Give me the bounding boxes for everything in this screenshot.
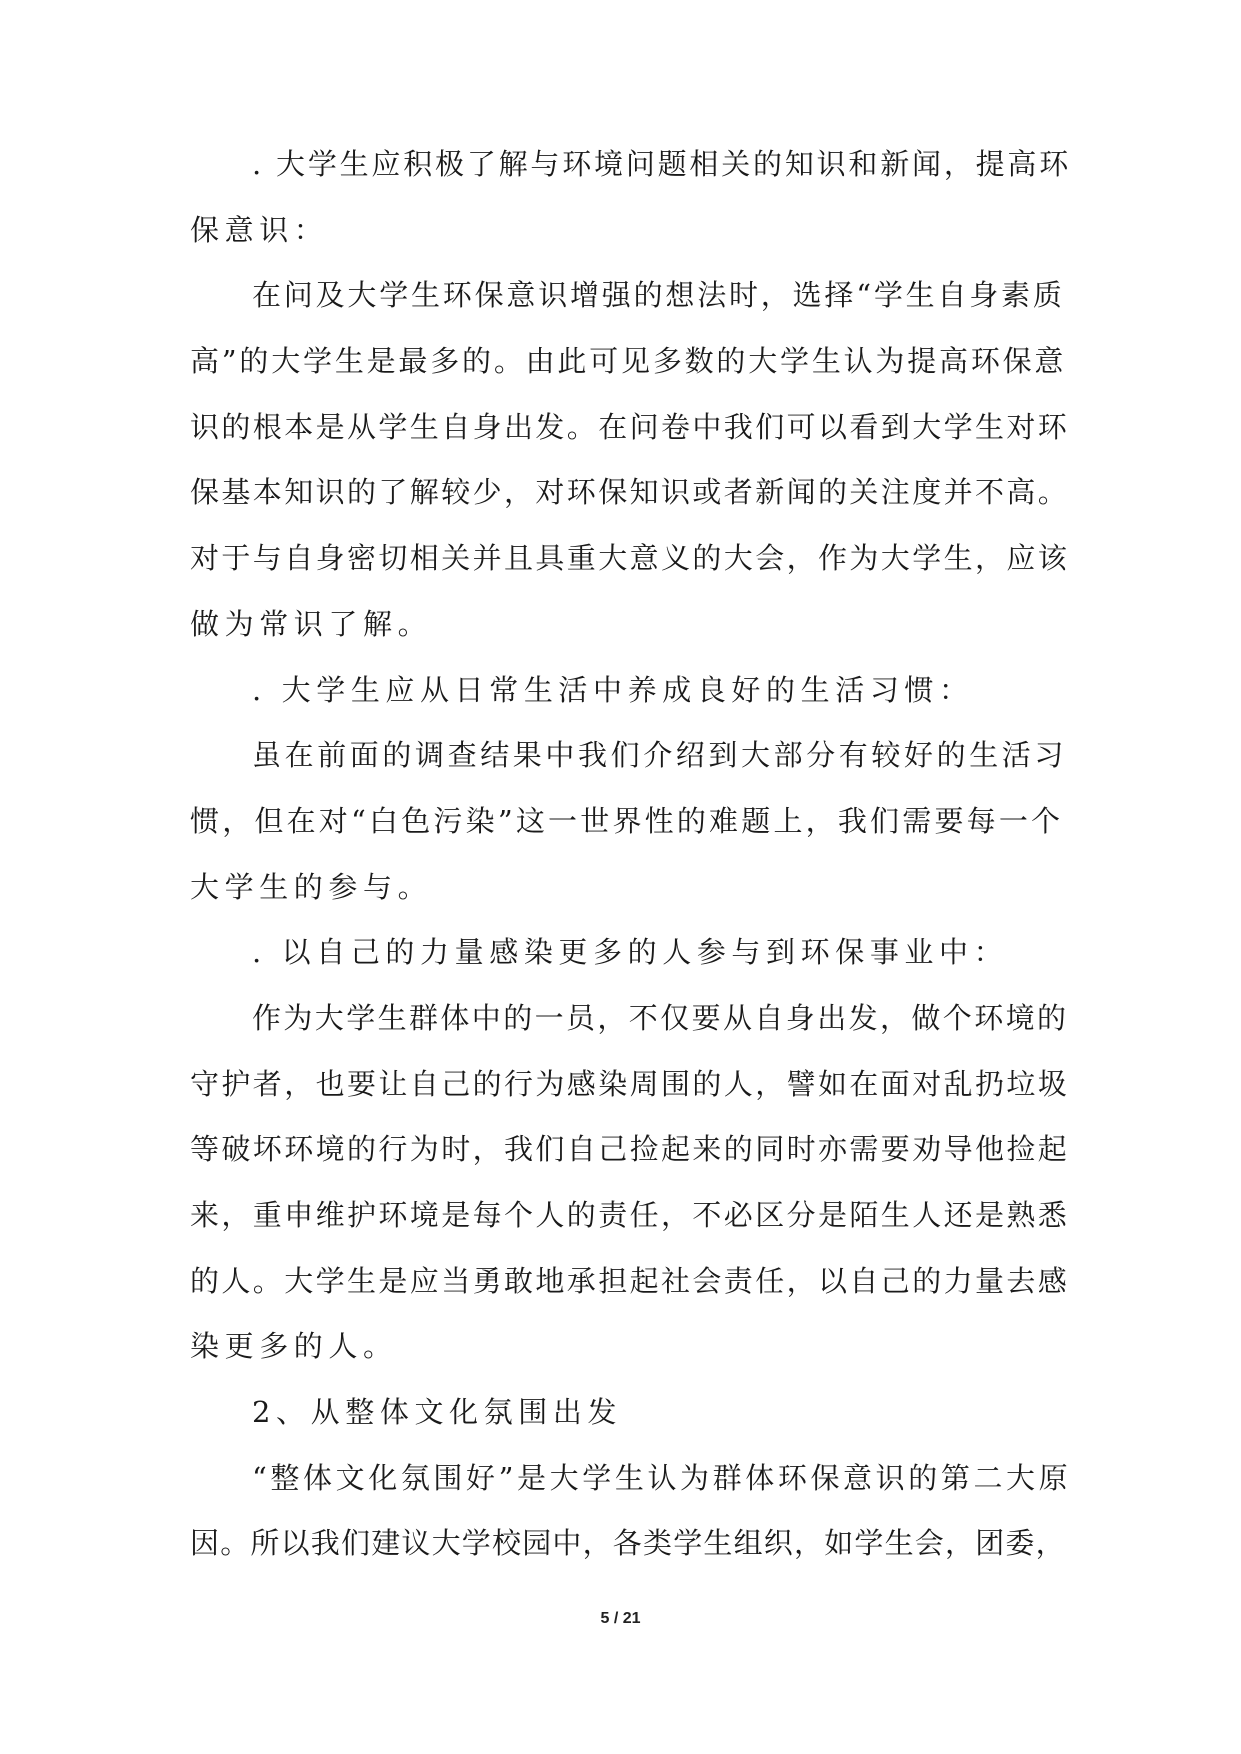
text-line: 等破坏环境的行为时，我们自己捡起来的同时亦需要劝导他捡起 bbox=[190, 1132, 1070, 1166]
text-line: 识的根本是从学生自身出发。在问卷中我们可以看到大学生对环 bbox=[190, 410, 1070, 444]
text-line: 惯，但在对“白色污染”这一世界性的难题上，我们需要每一个 bbox=[190, 804, 1064, 838]
text-line: 保意识： bbox=[190, 213, 329, 247]
text-line: 染更多的人。 bbox=[190, 1329, 398, 1363]
text-line: . 以自己的力量感染更多的人参与到环保事业中： bbox=[252, 935, 1009, 969]
text-line: 因。所以我们建议大学校园中，各类学生组织，如学生会，团委， bbox=[190, 1526, 1066, 1560]
text-line: 虽在前面的调查结果中我们介绍到大部分有较好的生活习 bbox=[252, 738, 1068, 772]
text-line: 守护者，也要让自己的行为感染周围的人，譬如在面对乱扔垃圾 bbox=[190, 1067, 1070, 1101]
text-line: . 大学生应从日常生活中养成良好的生活习惯： bbox=[252, 673, 974, 707]
text-line: 对于与自身密切相关并且具重大意义的大会，作为大学生，应该 bbox=[190, 541, 1070, 575]
text-line: 作为大学生群体中的一员，不仅要从自身出发，做个环境的 bbox=[252, 1001, 1069, 1035]
text-line: 来，重申维护环境是每个人的责任，不必区分是陌生人还是熟悉 bbox=[190, 1198, 1070, 1232]
text-line: 在问及大学生环保意识增强的想法时，选择“学生自身素质 bbox=[252, 278, 1065, 312]
text-line: . 大学生应积极了解与环境问题相关的知识和新闻，提高环 bbox=[252, 147, 1072, 181]
text-line: 做为常识了解。 bbox=[190, 607, 433, 641]
text-line: “整体文化氛围好”是大学生认为群体环保意识的第二大原 bbox=[252, 1461, 1072, 1495]
page-number: 5 / 21 bbox=[600, 1610, 641, 1627]
section-heading: 2、从整体文化氛围出发 bbox=[252, 1395, 623, 1429]
text-line: 大学生的参与。 bbox=[190, 870, 433, 904]
text-line: 保基本知识的了解较少，对环保知识或者新闻的关注度并不高。 bbox=[190, 475, 1070, 509]
text-line: 高”的大学生是最多的。由此可见多数的大学生认为提高环保意 bbox=[190, 344, 1067, 378]
text-line: 的人。大学生是应当勇敢地承担起社会责任，以自己的力量去感 bbox=[190, 1264, 1070, 1298]
